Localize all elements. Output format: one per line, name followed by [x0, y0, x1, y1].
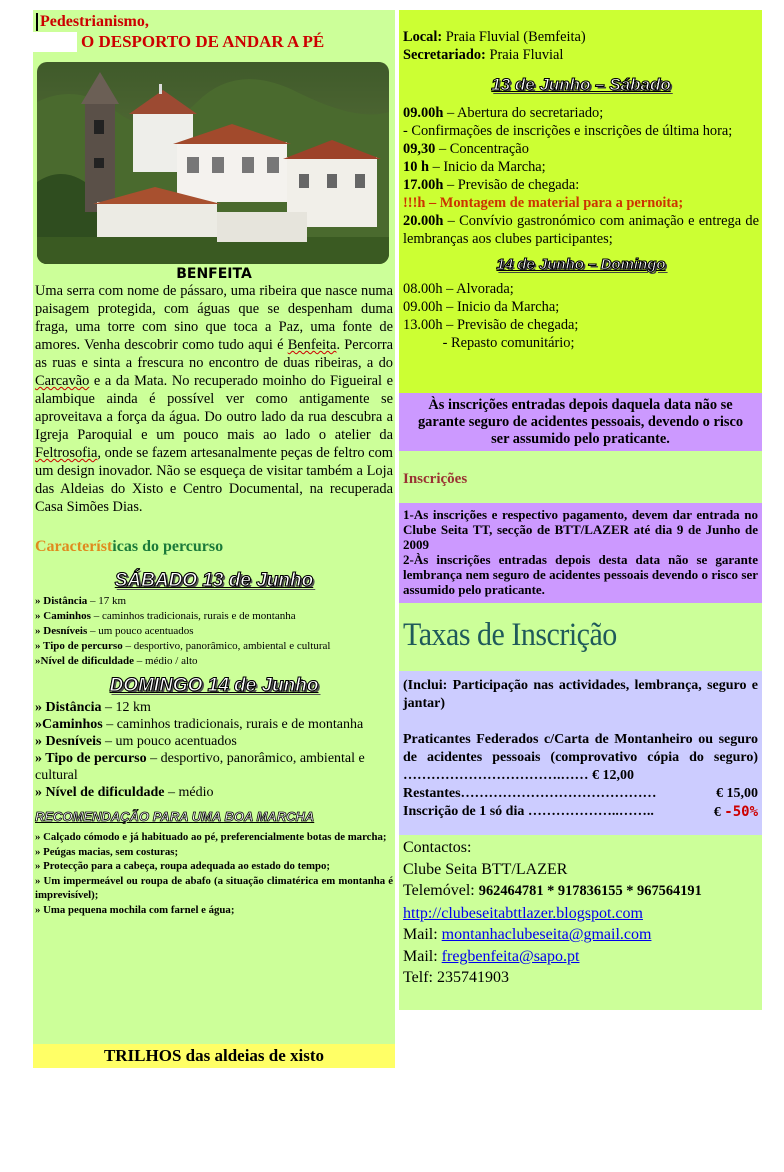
- fee-one-day: [403, 803, 758, 822]
- fee-federated-price: € 12,00: [592, 768, 634, 783]
- mobile-label: Telemóvel:: [403, 882, 479, 899]
- contacts-phone: Telf: 235741903: [403, 969, 509, 986]
- list-item: » Nível de dificuldade – médio: [35, 785, 214, 800]
- schedule-item: 20.00h – Convívio gastronómico com animação e entrega de lembranças aos clubes participantes;: [403, 213, 759, 247]
- fee-others: [403, 785, 758, 803]
- schedule-item: 13.00h – Previsão de chegada;: [403, 317, 579, 333]
- fee-federated-label: Praticantes Federados c/Carta de Montanheiro ou seguro de acidentes pessoais (comprovativo cópia do seguro) …………………………….……: [403, 732, 758, 783]
- title-block: [33, 10, 395, 56]
- village-photo: [37, 62, 389, 264]
- contacts-club: Clube Seita BTT/LAZER: [403, 860, 568, 878]
- insurance-warning: Às inscrições entradas depois daquela data não se garante seguro de acidentes pessoais, devendo o risco ser assumido pelo praticante.: [399, 393, 762, 451]
- list-item: »Caminhos – caminhos tradicionais, rurais e de montanha: [35, 717, 364, 732]
- schedule-item: !!!h – Montagem de material para a pernoita;: [403, 195, 684, 211]
- fee-others-price: € 15,00: [716, 786, 758, 801]
- saturday-heading: SÁBADO 13 de Junho: [114, 570, 314, 591]
- caract-part-a: Característ: [35, 538, 113, 555]
- title-line-2: O DESPORTO DE ANDAR A PÉ: [81, 32, 325, 51]
- registration-rule-2: 2-Às inscrições entradas depois desta data não se garante lembrança nem seguro de acidentes pessoais devendo o risco ser assumido pelo praticante.: [403, 552, 758, 597]
- footer-banner: TRILHOS das aldeias de xisto: [33, 1044, 395, 1068]
- sunday-list: [35, 699, 395, 801]
- day2-heading: 14 de Junho – Domingo: [496, 256, 666, 273]
- mail-label-1: Mail:: [403, 926, 442, 943]
- list-item: »Nível de dificuldade – médio / alto: [35, 655, 198, 667]
- intro-feltrosofia: Feltrosofia: [35, 445, 98, 461]
- schedule-item: - Confirmações de inscrições e inscrições de última hora;: [403, 123, 733, 139]
- list-item: » Desníveis – um pouco acentuados: [35, 734, 237, 749]
- mail-label-2: Mail:: [403, 947, 442, 965]
- place-name: BENFEITA: [176, 266, 252, 282]
- registrations-heading: Inscrições: [403, 471, 468, 487]
- list-item: » Calçado cómodo e já habituado ao pé, preferencialmente botas de marcha;: [35, 831, 387, 843]
- recommendation-list: [35, 830, 395, 917]
- secretariat-label: Secretariado:: [403, 47, 486, 63]
- left-column: [33, 10, 395, 1068]
- blog-link[interactable]: http://clubeseitabttlazer.blogspot.com: [403, 904, 643, 922]
- registration-rule-1: 1-As inscrições e respectivo pagamento, devem dar entrada no Clube Seita TT, secção de BTT/LAZER até dia 9 de Junho de 2009: [403, 507, 758, 552]
- mail-link-2[interactable]: fregbenfeita@sapo.pt: [441, 947, 580, 965]
- schedule-item: - Repasto comunitário;: [403, 335, 575, 351]
- list-item: » Desníveis – um pouco acentuados: [35, 625, 194, 637]
- list-item: » Tipo de percurso – desportivo, panorâmico, ambiental e cultural: [35, 640, 331, 652]
- intro-text-1: Uma serra com nome de pássaro, uma ribeira que nasce numa paisagem protegida, com águas que se despenham duma fraga, uma torre com sino que toca a Paz, uma fonte de amores. Venha descobrir como tudo aqui é: [35, 283, 393, 353]
- schedule-item: 09.00h – Inicio da Marcha;: [403, 299, 560, 315]
- fees-includes: (Inclui: Participação nas actividades, lembrança, seguro e jantar): [403, 678, 758, 711]
- list-item: » Tipo de percurso – desportivo, panorâmico, ambiental e cultural: [35, 751, 365, 783]
- title-line-1: Pedestrianismo,: [36, 13, 149, 31]
- saturday-list: [35, 594, 395, 669]
- title-highlight-gap: [33, 32, 77, 52]
- location-line: [403, 28, 759, 46]
- list-item: » Distância – 12 km: [35, 700, 151, 715]
- intro-text-3: e a da Mata. No recuperado moinho do Figueiral e alambique ainda é possível ver como antigamente se aproveitava a força da água. Do outro lado da rua descubra a Igreja Paroquial e um pouco mais ao lado o atelier da: [35, 373, 393, 443]
- contacts-block: [399, 835, 762, 989]
- intro-benfeita: Benfeita: [287, 337, 337, 353]
- schedule-item: 09,30 – Concentração: [403, 141, 529, 157]
- mobile-numbers: 962464781 * 917836155 * 967564191: [478, 883, 702, 899]
- schedule-item: 17.00h – Previsão de chegada:: [403, 177, 580, 193]
- day2-schedule: [403, 280, 759, 352]
- day1-heading: 13 de Junho – Sábado: [491, 75, 671, 94]
- mail-link-1[interactable]: montanhaclubeseita@gmail.com: [441, 926, 652, 943]
- fee-one-day-euro: €: [713, 805, 721, 820]
- village-photo-illustration: [37, 62, 389, 264]
- right-column: [399, 10, 762, 1010]
- location-value: Praia Fluvial (Bemfeita): [442, 29, 586, 45]
- contacts-heading: Contactos:: [403, 839, 472, 856]
- route-characteristics-heading: [35, 538, 395, 556]
- fees-box: [399, 671, 762, 835]
- contacts-mail-2: [403, 946, 758, 968]
- schedule-item: 08.00h – Alvorada;: [403, 281, 514, 297]
- schedule-item: 09.00h – Abertura do secretariado;: [403, 105, 604, 121]
- intro-text-4: , onde se fazem artesanalmente peças de feltro com um design inovador. Não se esqueça de visitar também a Loja das Aldeias do Xisto e Centro Documental, na recuperada Casa Simões Dias.: [35, 445, 393, 515]
- location-label: Local:: [403, 29, 443, 45]
- fee-federated: [403, 731, 758, 785]
- contacts-mobile: [403, 880, 758, 903]
- list-item: » Um impermeável ou roupa de abafo (a situação climatérica em montanha é imprevisível);: [35, 874, 393, 901]
- list-item: » Protecção para a cabeça, roupa adequada ao estado do tempo;: [35, 860, 331, 872]
- secretariat-value: Praia Fluvial: [485, 47, 564, 63]
- fees-heading: Taxas de Inscrição: [403, 616, 617, 653]
- schedule-block: [399, 10, 762, 393]
- intro-carcavao: Carcavão: [35, 373, 90, 389]
- schedule-item: 10 h – Inicio da Marcha;: [403, 159, 546, 175]
- fee-others-label: Restantes……………………………………: [403, 786, 657, 801]
- list-item: » Peúgas macias, sem costuras;: [35, 845, 179, 858]
- fee-one-day-discount: -50%: [724, 804, 758, 820]
- recommendation-heading: RECOMENDAÇÃO PARA UMA BOA MARCHA: [35, 809, 315, 824]
- contacts-mail-1: [403, 924, 758, 946]
- caract-part-b: icas do percurso: [112, 538, 224, 555]
- intro-paragraph: [33, 282, 395, 516]
- intro-text-2: . Percorra as ruas e sinta a frescura no encontro de duas ribeiras, a do: [35, 337, 393, 371]
- secretariat-line: [403, 46, 759, 64]
- day1-schedule: [403, 104, 759, 248]
- list-item: » Distância – 17 km: [35, 595, 127, 607]
- sunday-heading: DOMINGO 14 de Junho: [109, 675, 319, 696]
- fee-one-day-label: Inscrição de 1 só dia ………………..……..: [403, 804, 654, 819]
- list-item: » Uma pequena mochila com farnel e água;: [35, 903, 235, 916]
- registrations-box: [399, 503, 762, 603]
- list-item: » Caminhos – caminhos tradicionais, rurais e de montanha: [35, 610, 296, 622]
